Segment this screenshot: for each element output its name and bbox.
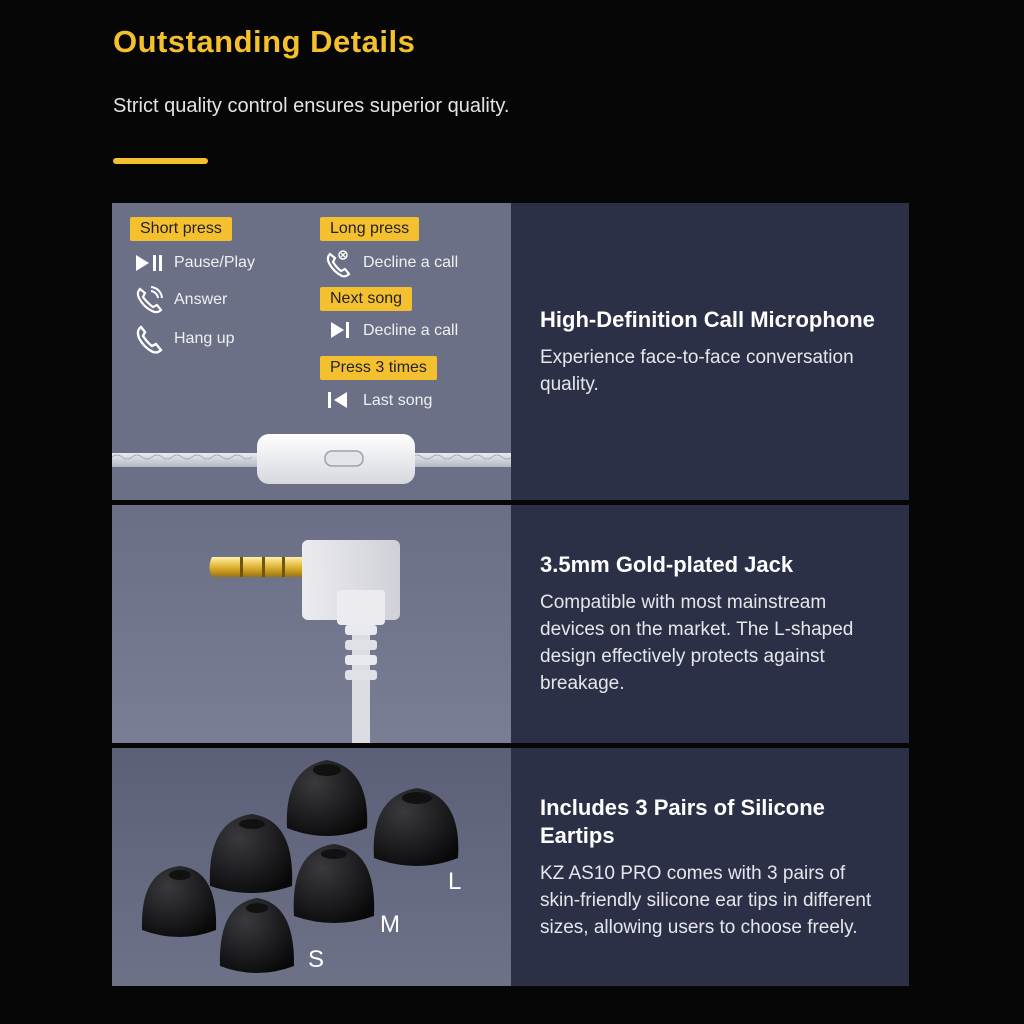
jack-illustration (112, 505, 511, 743)
page-subtitle: Strict quality control ensures superior quality. (113, 95, 510, 117)
inline-remote-illustration (112, 431, 511, 491)
feature-title: 3.5mm Gold-plated Jack (540, 552, 794, 577)
eartip-large-2 (374, 788, 459, 866)
feature-row-jack (112, 505, 909, 743)
microphone-text-panel (511, 203, 909, 500)
feature-row-eartips (112, 748, 909, 986)
phone-hangup-icon (134, 323, 164, 355)
feature-description: KZ AS10 PRO comes with 3 pairs of skin-friendly silicone ear tips in different sizes, allowing users to choose freely. (540, 862, 872, 938)
size-label-small: S (308, 946, 325, 973)
play-pause-icon (134, 251, 164, 275)
eartip-small-2 (220, 898, 294, 973)
pause-play-label: Pause/Play (174, 254, 255, 271)
size-label-medium: M (380, 911, 400, 938)
previous-track-icon (325, 390, 351, 410)
answer-label: Answer (174, 291, 228, 308)
next-track-icon (327, 320, 353, 340)
eartip-small-1 (142, 866, 216, 937)
decline-call-label-2: Decline a call (363, 322, 459, 339)
decline-call-label-1: Decline a call (363, 254, 459, 271)
next-song-badge: Next song (320, 287, 412, 311)
eartip-medium-1 (210, 814, 292, 893)
feature-description: Compatible with most mainstream devices on the market. The L-shaped design effectively protects against breakage. (540, 592, 854, 694)
eartips-illustration (112, 748, 511, 986)
phone-answer-icon (134, 285, 164, 315)
hang-up-label: Hang up (174, 330, 235, 347)
eartip-large-1 (287, 760, 367, 836)
feature-title: Includes 3 Pairs of Silicone Eartips (540, 794, 825, 848)
feature-title: High-Definition Call Microphone (540, 306, 875, 332)
page-title: Outstanding Details (113, 24, 416, 59)
size-label-large: L (448, 868, 462, 895)
long-press-badge: Long press (320, 217, 419, 241)
eartip-medium-2 (294, 844, 375, 923)
press-3-times-badge: Press 3 times (320, 356, 437, 380)
jack-text-panel (511, 505, 909, 743)
eartips-text-panel (511, 748, 909, 986)
remote-control-illustration (112, 203, 511, 500)
short-press-badge: Short press (130, 217, 232, 241)
feature-description: Experience face-to-face conversation quality. (540, 346, 854, 395)
feature-row-microphone (112, 203, 909, 500)
phone-decline-icon (325, 248, 351, 278)
accent-divider (113, 158, 208, 164)
last-song-label: Last song (363, 392, 433, 409)
